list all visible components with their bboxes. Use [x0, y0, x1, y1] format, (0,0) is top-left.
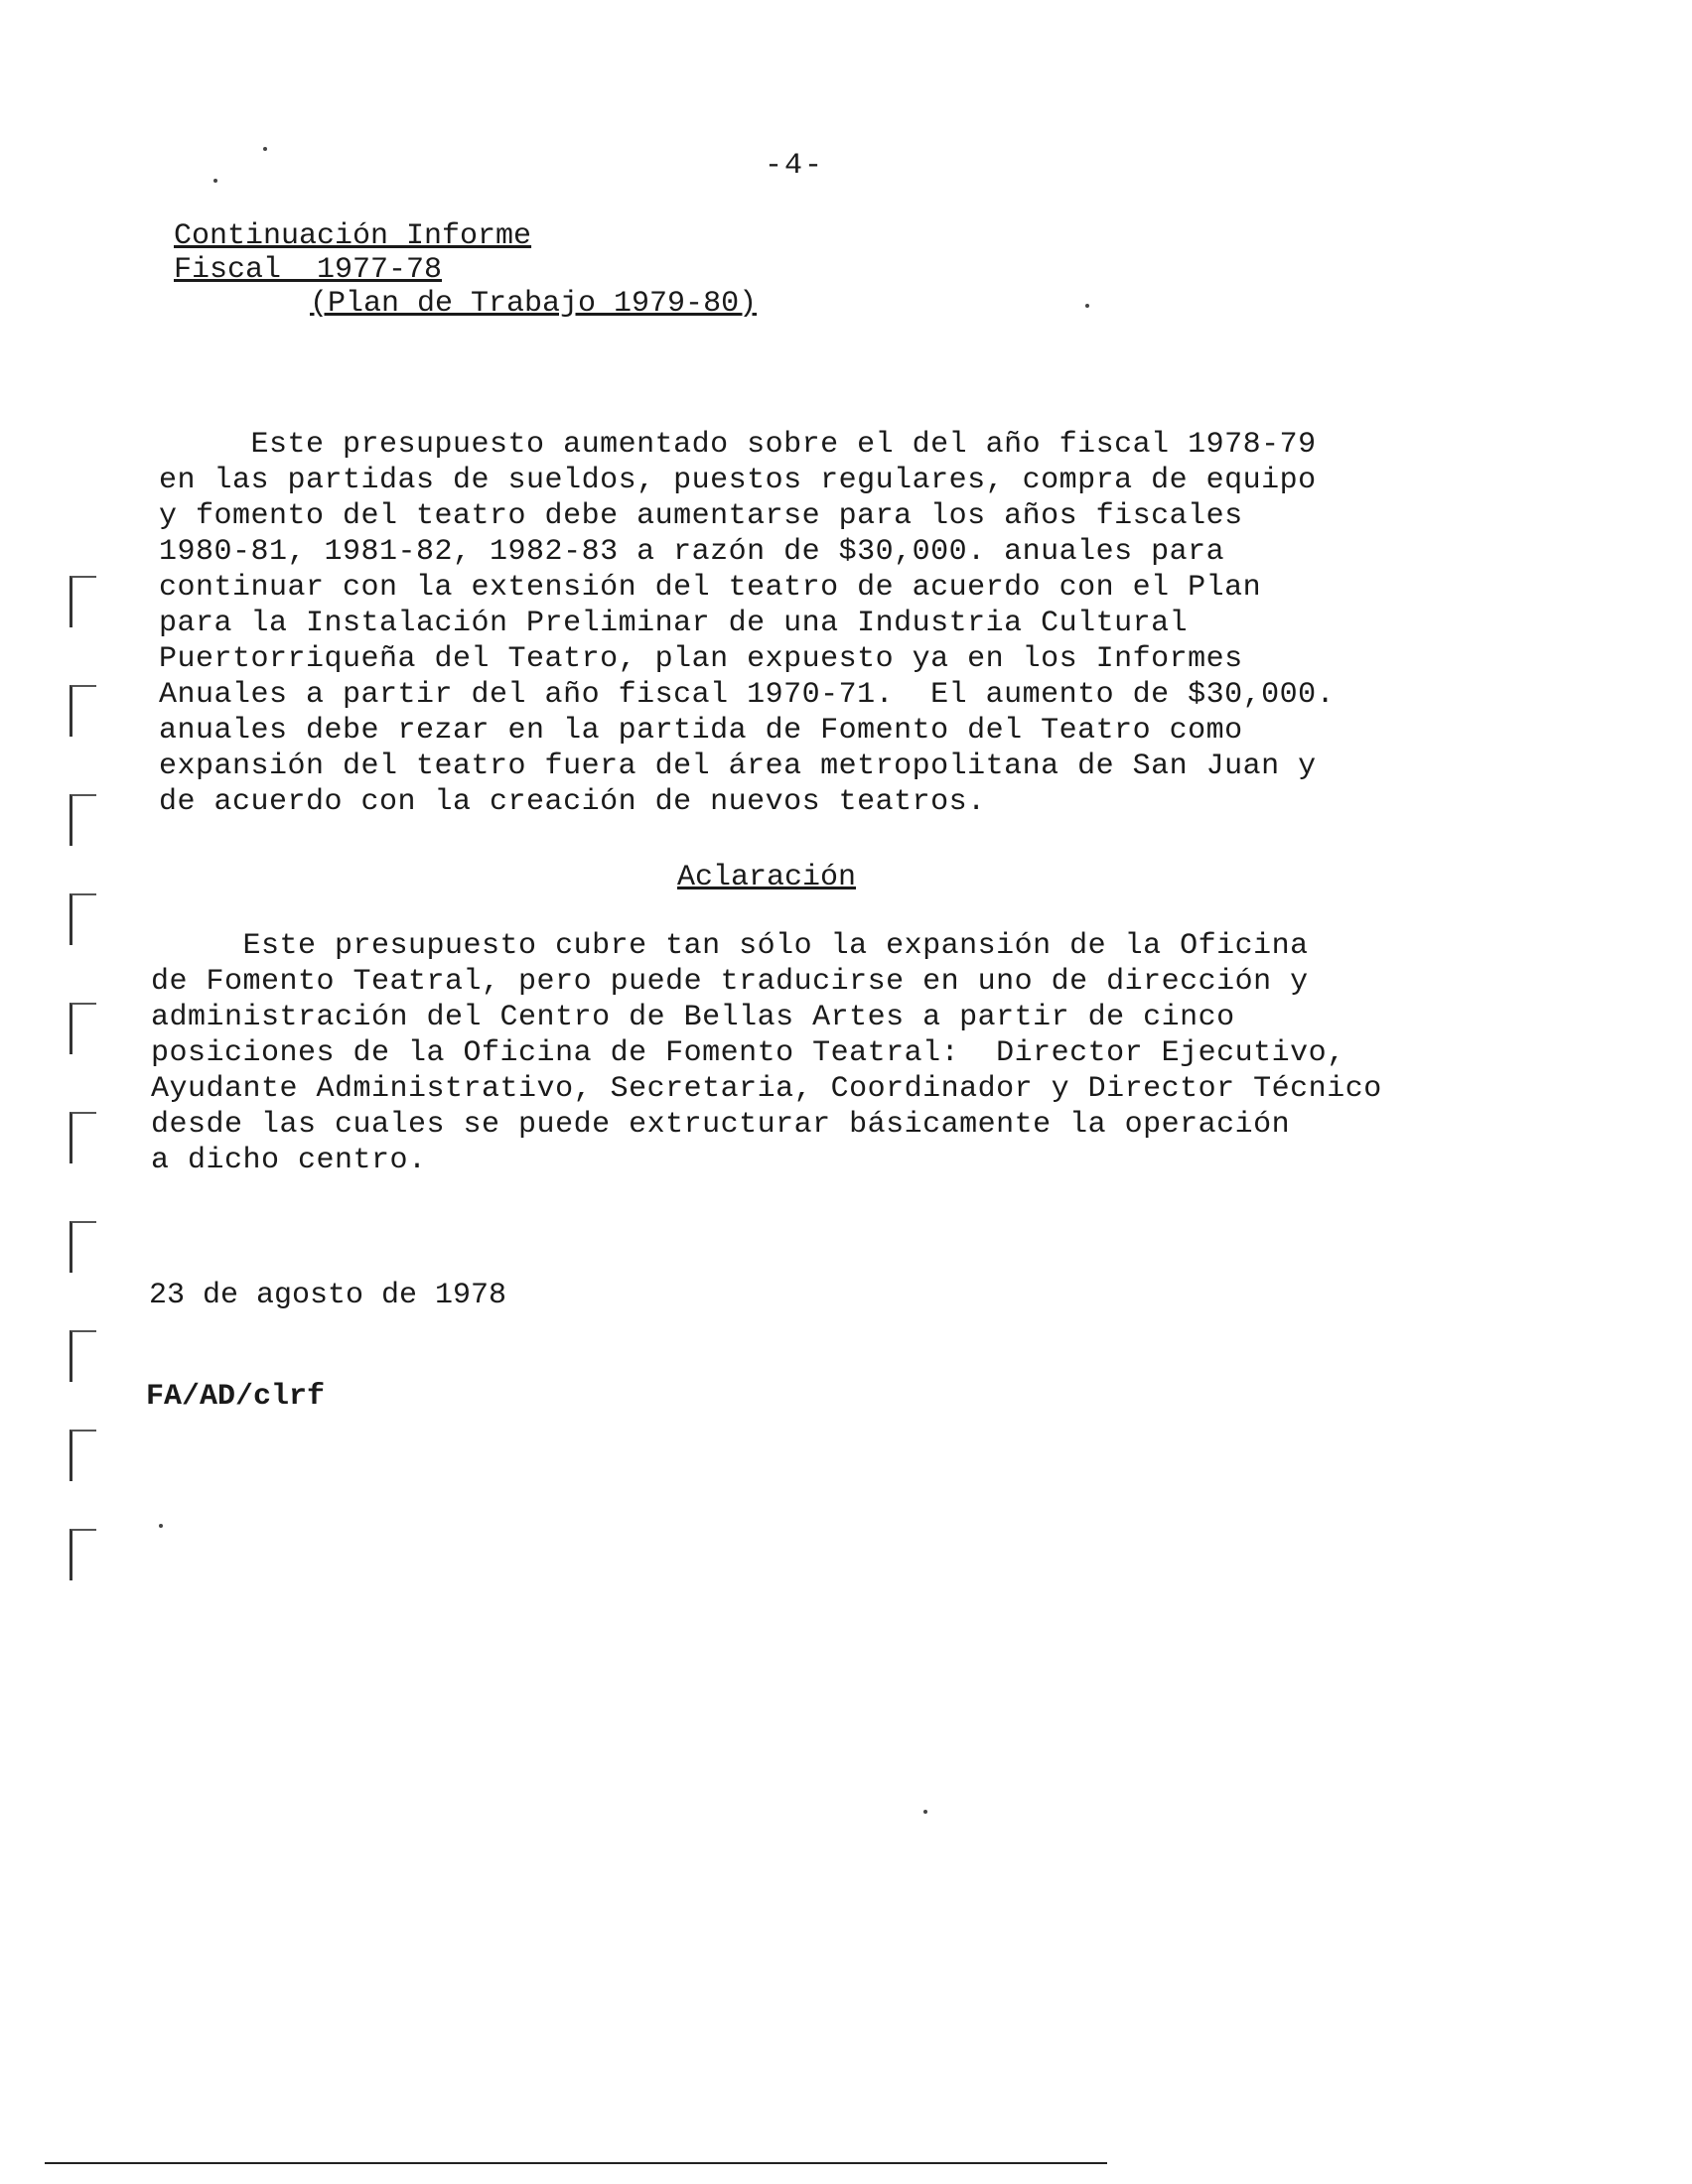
binding-mark [70, 1112, 96, 1163]
report-title-line2: Fiscal 1977-78 [174, 253, 443, 287]
binding-mark [70, 1221, 96, 1273]
footer-rule [45, 2162, 1107, 2164]
section-title-aclaracion: Aclaración [677, 861, 857, 894]
report-title-line1: Continuación Informe [174, 219, 532, 253]
binding-mark [70, 1003, 96, 1054]
binding-mark [70, 794, 96, 846]
scan-speck [213, 179, 217, 183]
clarification-paragraph: Este presupuesto cubre tan sólo la expansión de la Oficina de Fomento Teatral, pero puede traducirse en uno de dirección y administración del Centro de Bellas Artes a partir de cinco posiciones de la Oficina de Fomento Teatral: Director Ejecutivo, Ayudante Administrativo, Secretaria, Coordinador y Director Técnico desde las cuales se puede extructurar básicamente la operación a dicho centro. [151, 929, 1382, 1177]
reference-initials: FA/AD/clrf [146, 1380, 326, 1414]
binding-mark [70, 893, 96, 945]
scan-speck [923, 1810, 927, 1814]
scan-speck [263, 147, 267, 151]
page-number: -4- [765, 149, 825, 183]
document-date: 23 de agosto de 1978 [149, 1279, 507, 1312]
binding-mark [70, 1529, 96, 1580]
binding-mark [70, 1430, 96, 1481]
report-subtitle: (Plan de Trabajo 1979-80) [310, 287, 758, 321]
binding-mark [70, 1330, 96, 1382]
scan-speck [159, 1524, 163, 1528]
binding-mark [70, 576, 96, 627]
budget-paragraph: Este presupuesto aumentado sobre el del año fiscal 1978-79 en las partidas de sueldos, puestos regulares, compra de equipo y fomento del teatro debe aumentarse para los años fiscales 1980-81, 1981-82, 1982-83 a razón de $30,000. anuales para continuar con la extensión del teatro de acuerdo con el Plan para la Instalación Preliminar de una Industria Cultural Puertorriqueña del Teatro, plan expuesto ya en los Informes Anuales a partir del año fiscal 1970-71. El aumento de $30,000. anuales debe rezar en la partida de Fomento del Teatro como expansión del teatro fuera del área metropolitana de San Juan y de acuerdo con la creación de nuevos teatros. [159, 428, 1336, 819]
binding-marks [60, 576, 109, 1588]
binding-mark [70, 685, 96, 737]
scan-speck [1085, 304, 1089, 308]
